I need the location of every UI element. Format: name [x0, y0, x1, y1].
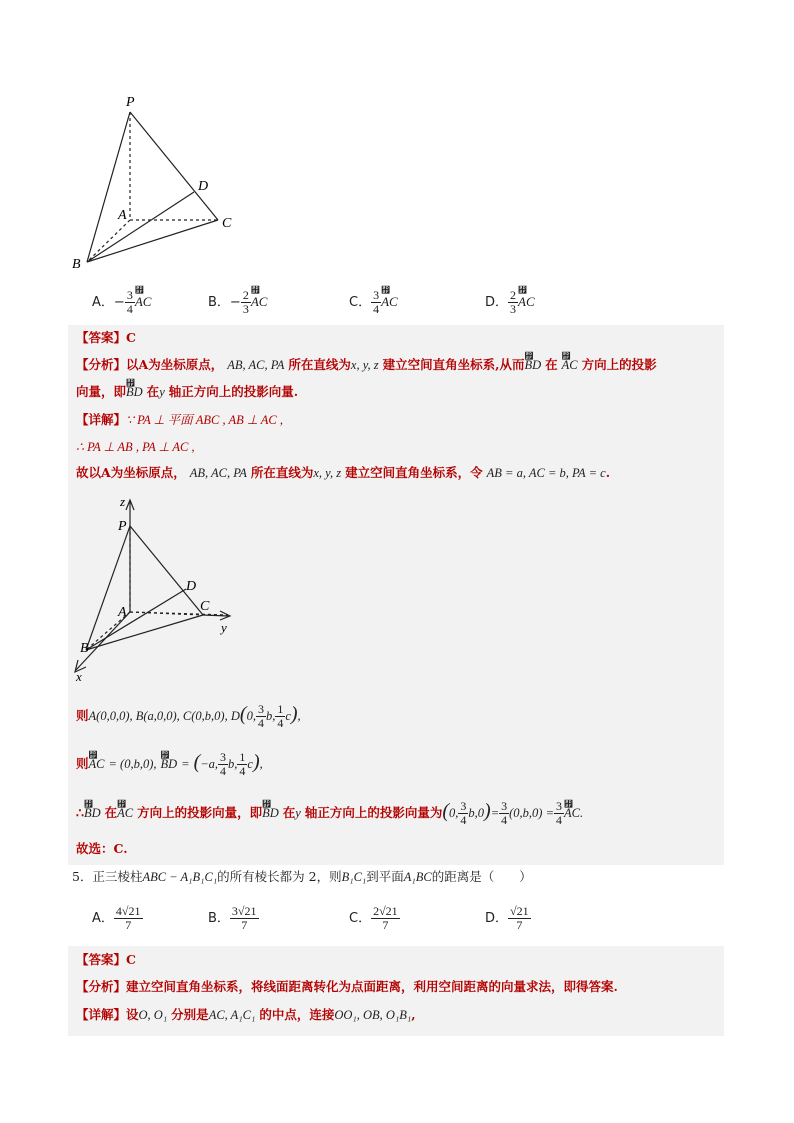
- q5-option-d: D． $\frac{√21}{7}$: [485, 904, 529, 932]
- q5-analysis: 【分析】建立空间直角坐标系，将线面距离转化为点面距离，利用空间距离的向量求法，即得答案.: [76, 979, 618, 994]
- figure-tetrahedron: [60, 90, 250, 275]
- q4-option-c: C． $\frac{3}{4}$ ⴯ AC: [349, 289, 398, 316]
- label-D2: D: [186, 579, 197, 594]
- q4-detail-line2: ∴ PA ⊥ AB , PA ⊥ AC ,: [76, 440, 195, 454]
- label-C: C: [222, 216, 232, 231]
- q4-option-d: D． $\frac{2}{3}$ ⴯ AC: [485, 289, 535, 316]
- q5-answer: 【答案】C: [76, 952, 136, 967]
- q4-vectors-line: 则⴯ AC = (0,b,0), ⴯ BD = (−a, $\frac{3}{4}$ b, $\frac{1}{4}$ c),: [76, 748, 263, 776]
- figure-coordinate-system: [68, 492, 248, 682]
- label-B: B: [72, 257, 81, 272]
- q4-choose: 故选：C.: [76, 841, 128, 856]
- axis-label-x: x: [76, 669, 82, 682]
- q4-detail-line1: 【详解】∵ PA ⊥ 平面 ABC , AB ⊥ AC ,: [76, 412, 283, 427]
- q4-answer: 【答案】C: [76, 330, 136, 345]
- label-D: D: [198, 179, 209, 194]
- label-A2: A: [118, 605, 127, 620]
- q5-option-b: B． $\frac{3√21}{7}$: [208, 904, 257, 932]
- q4-analysis-line1: 【分析】以A为坐标原点， AB, AC, PA 所在直线为x, y, z 建立空间直角坐标系,从而⴯ BD 在 ⴯ AC 方向上的投影: [76, 356, 657, 374]
- axis-label-z: z: [120, 494, 126, 509]
- q4-analysis-line2: 向量，即⴯ BD 在y 轴正方向上的投影向量.: [76, 383, 298, 401]
- label-C2: C: [200, 599, 210, 614]
- q5-option-a: A． $\frac{4√21}{7}$: [92, 904, 141, 932]
- axis-label-y: y: [221, 620, 227, 635]
- label-P2: P: [118, 519, 127, 534]
- label-A: A: [118, 208, 127, 223]
- q4-option-b: B．− $\frac{2}{3}$ ⴯ AC: [208, 289, 267, 316]
- q5-stem: 5．正三棱柱ABC − A₁B₁C₁的所有棱长都为 2，则B₁C₁到平面A₁BC的距离是（ ）: [72, 869, 532, 884]
- q5-detail: 【详解】设O, O₁ 分别是AC, A₁C₁ 的中点，连接OO₁, OB, O₁B₁,: [76, 1007, 416, 1022]
- q4-option-a: A．− $\frac{3}{4}$ ⴯ AC: [92, 289, 151, 316]
- q4-coords-line: 则A(0,0,0), B(a,0,0), C(0,b,0), D(0, $\frac{3}{4}$ b, $\frac{1}{4}$ c),: [76, 702, 301, 730]
- q4-detail-line3: 故以A为坐标原点， AB, AC, PA 所在直线为x, y, z 建立空间直角坐标系，令 AB = a, AC = b, PA = c.: [76, 465, 611, 480]
- label-B2: B: [80, 641, 89, 656]
- q4-projection-line: ∴⴯ BD 在⴯ AC 方向上的投影向量，即⴯ BD 在y 轴正方向上的投影向量为(0, $\frac{3}{4}$ b,0)= $\frac{3}{4}$ (0,b,0) = $\frac{3}{4}$ ⴯ AC.: [76, 797, 583, 825]
- label-P: P: [126, 95, 135, 110]
- q5-option-c: C． $\frac{2√21}{7}$: [349, 904, 398, 932]
